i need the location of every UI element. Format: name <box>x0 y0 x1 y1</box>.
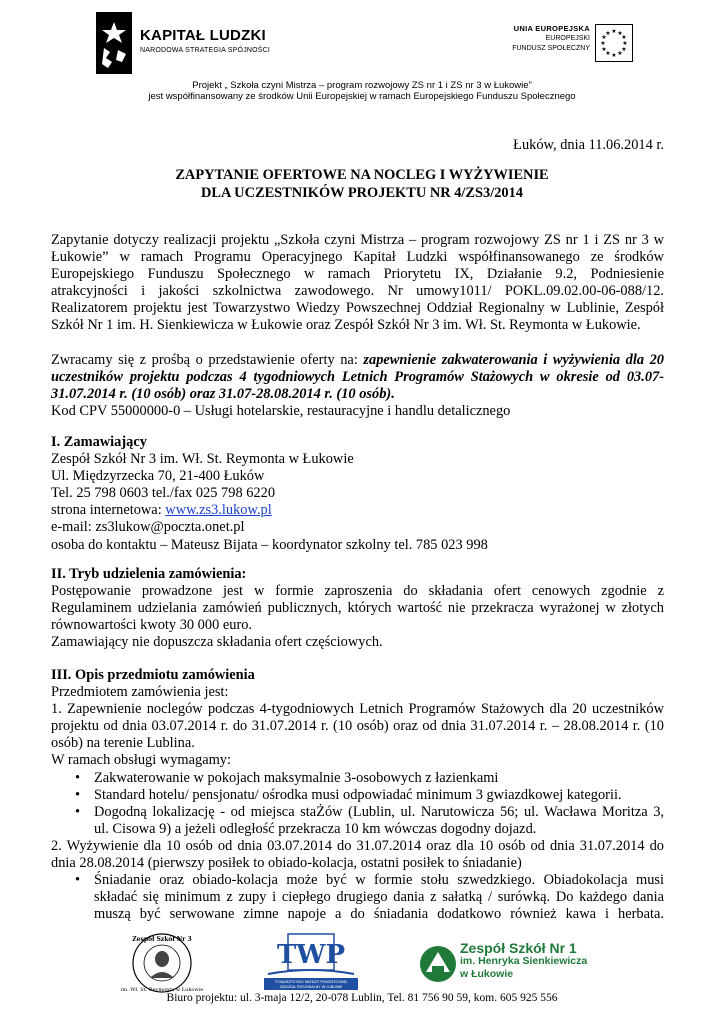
eu-logo-line2: EUROPEJSKI <box>545 35 590 42</box>
list-item-line: składać się minimum z zupy i ciepłego drugiego dania z sałatką / surówką. Do każdego dania <box>94 889 664 906</box>
section-line: 2. Wyżywienie dla 10 osób od dnia 03.07.2014 do 31.07.2014 oraz dla 10 osób od dnia 31.07.2014 do <box>51 837 664 854</box>
project-note <box>0 80 724 102</box>
orderer-email: e-mail: zs3lukow@poczta.onet.pl <box>51 519 245 536</box>
eu-logo <box>478 22 633 72</box>
document-title <box>0 166 724 202</box>
section-line: równowartości kwoty 30 000 euro. <box>51 617 253 634</box>
svg-text:im. Wł. St. Reymonta w Łukowie: im. Wł. St. Reymonta w Łukowie <box>120 987 204 993</box>
section-line: projektu od dnia 03.07.2014 r. do 31.07.2014 r. (10 osób) oraz od dnia 31.07.2014 r. – 28.08.2014 r. (10 <box>51 718 664 735</box>
orderer-contact: osoba do kontaktu – Mateusz Bijata – koordynator szkolny tel. 785 023 998 <box>51 536 488 553</box>
svg-text:★: ★ <box>605 50 611 57</box>
svg-text:★: ★ <box>601 46 607 53</box>
intro-paragraph <box>51 232 664 335</box>
list-item-line: ul. Cisowa 9) a jeżeli odległość przekracza 10 km wówczas dogodny dojazd. <box>94 820 537 837</box>
section-line: osób) na terenie Lublina. <box>51 735 195 752</box>
list-item <box>51 804 664 838</box>
svg-text:★: ★ <box>611 28 617 35</box>
svg-text:★: ★ <box>621 34 627 41</box>
project-note-line2: jest współfinansowany ze środków Unii Europejskiej w ramach Europejskiego Funduszu Społecznego <box>148 91 576 102</box>
intro-line: Łukowie” w ramach Programu Operacyjnego Kapitał Ludzki współfinansowanego ze środków <box>51 249 664 266</box>
svg-text:★: ★ <box>617 50 623 57</box>
footer-address: Biuro projektu: ul. 3-maja 12/2, 20-078 Lublin, Tel. 81 756 90 59, kom. 605 925 556 <box>166 992 558 1004</box>
requirements-list <box>51 770 664 838</box>
offer-plain: Zwracamy się z prośbą o przedstawienie oferty na: <box>51 352 364 368</box>
svg-text:Zespół Szkół Nr 3: Zespół Szkół Nr 3 <box>132 936 192 943</box>
kapital-ludzki-subtitle: NARODOWA STRATEGIA SPÓJNOŚCI <box>140 47 271 54</box>
list-item: • Standard hotelu/ pensjonatu/ ośrodka musi odpowiadać minimum 3 gwiazdkowej kategorii. <box>51 787 664 804</box>
kapital-ludzki-emblem-icon <box>96 12 132 74</box>
eu-logo-line3: FUNDUSZ SPOŁECZNY <box>512 45 590 52</box>
eu-logo-text <box>512 24 590 54</box>
orderer-name: Zespół Szkół Nr 3 im. Wł. St. Reymonta w Łukowie <box>51 451 354 468</box>
meals-list <box>51 872 664 923</box>
list-item-line: • Dogodną lokalizację - od miejsca staŻów (Lublin, ul. Narutowicza 56; ul. Wacława Moritza 3, <box>94 803 664 820</box>
intro-line: Szkół Nr 1 im. H. Sienkiewicza w Łukowie oraz Zespół Szkół Nr 3 im. Wł. St. Reymonta w Łukowie. <box>51 317 641 334</box>
section-heading: I. Zamawiający <box>51 434 147 450</box>
kapital-ludzki-logo <box>96 12 296 74</box>
school1-emblem-icon <box>418 942 458 988</box>
offer-bold: zapewnienie zakwaterowania i wyżywienia dla 20 <box>363 352 665 368</box>
section-line: 1. Zapewnienie noclegów podczas 4-tygodniowych Letnich Programów Stażowych dla 20 uczestników <box>51 701 664 718</box>
kapital-ludzki-title: KAPITAŁ LUDZKI <box>140 27 266 44</box>
school1-line3: w Łukowie <box>460 968 514 980</box>
intro-line: Zapytanie dotyczy realizacji projektu „Szkoła czyni Mistrza – program rozwojowy ZS nr 1 i ZS nr 3 w <box>51 232 664 248</box>
school1-line2: im. Henryka Sienkiewicza <box>460 955 588 967</box>
svg-text:★: ★ <box>622 40 628 47</box>
date-line: Łuków, dnia 11.06.2014 r. <box>513 137 664 153</box>
svg-text:★: ★ <box>601 34 607 41</box>
section-tryb <box>51 566 664 651</box>
intro-line: Europejskiego Funduszu Społecznego w ramach Priorytetu IX, Działanie 9.2, Podniesienie <box>51 266 664 283</box>
svg-text:ODDZIAŁ REGIONALNY W LUBLINIE: ODDZIAŁ REGIONALNY W LUBLINIE <box>279 985 343 989</box>
intro-line: Realizatorem projektu jest Towarzystwo Wiedzy Powszechnej Oddział Regionalny w Lublinie, Zespół <box>51 300 664 317</box>
eu-logo-line1: UNIA EUROPEJSKA <box>513 24 590 33</box>
section-line: Przedmiotem zamówienia jest: <box>51 684 229 701</box>
offer-bold-line: 31.07.2014 r. (10 osób) oraz 31.07-28.08.2014 r. (10 osób). <box>51 386 395 403</box>
svg-text:TWP: TWP <box>276 940 346 970</box>
school1-logo <box>418 942 608 988</box>
list-item-line: muszą być serwowane zimne napoje a do śniadania dodatkowo również kawa i herbata. <box>94 906 664 923</box>
offer-request-paragraph <box>51 352 664 420</box>
orderer-website <box>51 502 664 519</box>
svg-text:★: ★ <box>621 46 627 53</box>
section-heading: III. Opis przedmiotu zamówienia <box>51 667 255 683</box>
intro-line: atrakcyjności i jakości szkolnictwa zawodowego. Nr umowy1011/ POKL.09.02.00-06-088/12. <box>51 283 664 300</box>
svg-text:★: ★ <box>617 30 623 37</box>
project-note-line1: Projekt „ Szkoła czyni Mistrza – program rozwojowy ZS nr 1 i ZS nr 3 w Łukowie” <box>192 80 532 91</box>
website-link[interactable]: www.zs3.lukow.pl <box>165 502 272 519</box>
school3-seal-logo <box>118 932 206 994</box>
orderer-address: Ul. Międzyrzecka 70, 21-400 Łuków <box>51 468 265 485</box>
section-zamawiajacy <box>51 434 664 554</box>
twp-logo <box>258 930 364 992</box>
section-opis <box>51 667 664 923</box>
section-line: Regulaminem udzielania zamówień publicznych, których wartość nie przekracza wyrażonej w złotych <box>51 600 664 617</box>
section-line: Postępowanie prowadzone jest w formie zaproszenia do składania ofert cenowych zgodnie z <box>51 583 664 600</box>
section-line: Zamawiający nie dopuszcza składania ofert częściowych. <box>51 634 383 651</box>
eu-stars-icon <box>595 24 633 62</box>
svg-text:★: ★ <box>605 30 611 37</box>
school1-line1: Zespół Szkół Nr 1 <box>460 940 577 956</box>
section-line: W ramach obsługi wymagamy: <box>51 752 231 769</box>
title-line1: ZAPYTANIE OFERTOWE NA NOCLEG I WYŻYWIENIE <box>175 167 549 183</box>
offer-bold-line: uczestników projektu podczas 4 tygodniowych Letnich Programów Stażowych w okresie od 03.07- <box>51 369 664 386</box>
section-heading: II. Tryb udzielenia zamówienia: <box>51 566 247 582</box>
cpv-code: Kod CPV 55000000-0 – Usługi hotelarskie, restauracyjne i handlu detalicznego <box>51 403 511 420</box>
website-label: strona internetowa: <box>51 502 166 519</box>
svg-text:TOWARZYSTWO WIEDZY POWSZECHNEJ: TOWARZYSTWO WIEDZY POWSZECHNEJ <box>274 980 348 984</box>
title-line2: DLA UCZESTNIKÓW PROJEKTU NR 4/ZS3/2014 <box>201 185 523 201</box>
list-item <box>51 872 664 923</box>
section-line: dnia 28.08.2014 (pierwszy posiłek to obiado-kolacja, ostatni posiłek to śniadanie) <box>51 855 522 872</box>
school1-text <box>460 942 610 981</box>
offer-line <box>51 352 664 369</box>
svg-text:★: ★ <box>611 52 617 59</box>
list-item-line: • Śniadanie oraz obiado-kolacja może być w formie stołu szwedzkiego. Obiadokolacja musi <box>94 872 664 889</box>
list-item: • Zakwaterowanie w pokojach maksymalnie 3-osobowych z łazienkami <box>51 770 664 787</box>
orderer-phone: Tel. 25 798 0603 tel./fax 025 798 6220 <box>51 485 276 502</box>
svg-text:★: ★ <box>600 40 606 47</box>
